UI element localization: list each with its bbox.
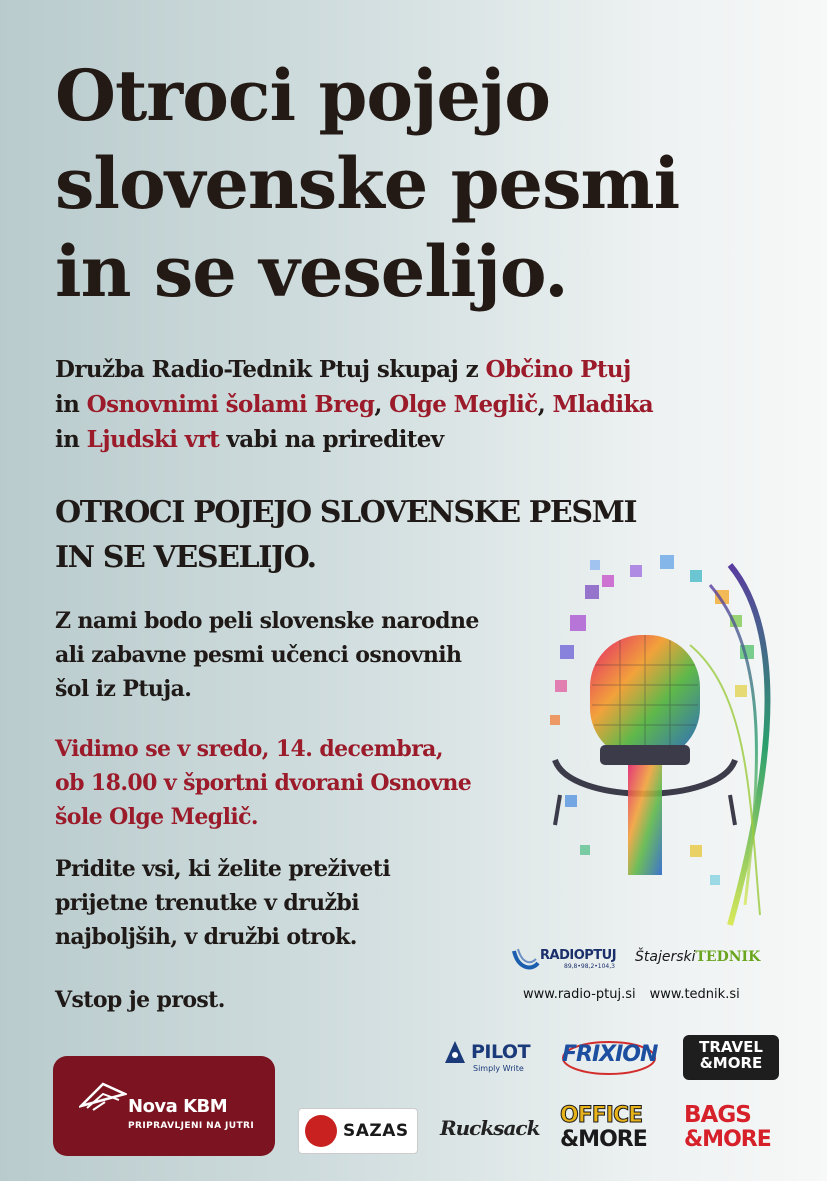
radio-wave-icon xyxy=(510,943,540,973)
intro-text: in xyxy=(55,391,87,418)
intro-text: vabi na prireditev xyxy=(219,426,444,453)
office-line: &MORE xyxy=(560,1127,647,1152)
pilot-nib-icon xyxy=(441,1037,469,1067)
highlight-olge-meglic: Olge Meglič xyxy=(389,391,538,418)
body-line: prijetne trenutke v družbi xyxy=(55,890,359,916)
pilot-name: PILOT xyxy=(471,1041,531,1063)
tednik-prefix: Štajerski xyxy=(635,949,696,965)
description-paragraph xyxy=(55,604,555,706)
highlight-obcina-ptuj: Občino Ptuj xyxy=(485,356,631,383)
tednik-url-link[interactable]: www.tednik.si xyxy=(649,987,740,1002)
highlight-ljudski-vrt: Ljudski vrt xyxy=(86,426,220,453)
highlight-mladika: Mladika xyxy=(552,391,654,418)
intro-text: , xyxy=(374,391,390,418)
travel-more-logo xyxy=(683,1035,779,1080)
travel-line: TRAVEL xyxy=(699,1038,763,1056)
subtitle-line: OTROCI POJEJO SLOVENSKE PESMI xyxy=(55,495,637,530)
body-line: ali zabavne pesmi učenci osnovnih xyxy=(55,642,462,668)
microphone-illustration xyxy=(530,545,790,935)
radio-url-link[interactable]: www.radio-ptuj.si xyxy=(523,987,636,1002)
body-line: šole Olge Meglič. xyxy=(55,804,258,830)
intro-line xyxy=(55,352,775,387)
website-links xyxy=(523,987,740,1002)
frixion-logo xyxy=(560,1038,658,1078)
intro-line xyxy=(55,422,775,457)
title-line: slovenske pesmi xyxy=(55,142,680,225)
highlight-breg: Osnovnimi šolami Breg xyxy=(86,391,375,418)
bags-more-logo xyxy=(684,1102,784,1152)
office-line: OFFICE xyxy=(560,1103,643,1128)
rucksack-logo xyxy=(438,1112,543,1152)
nkbm-name: Nova KBM xyxy=(128,1096,228,1117)
subtitle-line: IN SE VESELIJO. xyxy=(55,540,316,575)
intro-paragraph xyxy=(55,352,775,457)
sazas-name: SAZAS xyxy=(343,1121,409,1141)
pilot-logo xyxy=(441,1037,541,1077)
body-line: najboljših, v družbi otrok. xyxy=(55,924,357,950)
invitation-paragraph xyxy=(55,852,555,954)
sazas-emblem-icon xyxy=(305,1115,337,1147)
intro-text: Družba Radio-Tednik Ptuj skupaj z xyxy=(55,356,486,383)
intro-text: in xyxy=(55,426,87,453)
rucksack-name: Rucksack xyxy=(440,1116,540,1140)
bags-line: BAGS xyxy=(684,1102,751,1128)
nkbm-slogan: PRIPRAVLJENI NA JUTRI xyxy=(128,1121,255,1131)
sazas-logo xyxy=(298,1108,418,1154)
nova-kbm-logo xyxy=(53,1056,275,1156)
office-more-logo xyxy=(560,1103,660,1153)
date-location-paragraph xyxy=(55,732,555,834)
body-line: ob 18.00 v športni dvorani Osnovne xyxy=(55,770,472,796)
stajerski-tednik-logo xyxy=(635,949,760,965)
title-line: Otroci pojejo xyxy=(55,54,550,137)
bags-line: &MORE xyxy=(684,1127,771,1152)
intro-text: , xyxy=(537,391,553,418)
body-line: Vidimo se v sredo, 14. decembra, xyxy=(55,736,443,762)
body-line: Z nami bodo peli slovenske narodne xyxy=(55,608,479,634)
intro-line xyxy=(55,387,775,422)
free-entry-text: Vstop je prost. xyxy=(55,987,225,1013)
radio-ptuj-logo xyxy=(510,943,620,973)
radio-name: RADIOPTUJ xyxy=(540,948,617,963)
radio-frequencies: 89,8•98,2•104,3 xyxy=(564,963,615,970)
title-line: in se veselijo. xyxy=(55,230,568,313)
tednik-name: TEDNIK xyxy=(695,949,761,965)
body-line: šol iz Ptuja. xyxy=(55,676,192,702)
travel-line: &MORE xyxy=(699,1054,763,1072)
pilot-tagline: Simply Write xyxy=(473,1064,524,1073)
travel-more-text xyxy=(683,1039,779,1071)
body-line: Pridite vsi, ki želite preživeti xyxy=(55,856,391,882)
frixion-name: FRIXION xyxy=(562,1042,658,1067)
nkbm-mark-icon xyxy=(79,1078,127,1118)
main-title xyxy=(55,52,795,316)
partner-logos xyxy=(510,943,770,973)
